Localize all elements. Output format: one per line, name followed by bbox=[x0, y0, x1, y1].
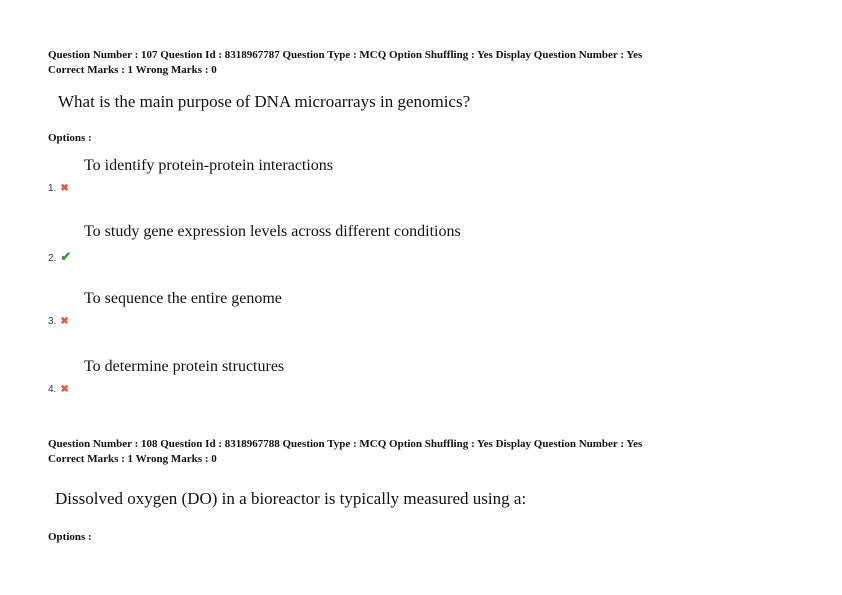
option-4-text: To determine protein structures bbox=[84, 358, 285, 375]
options-label: Options : bbox=[48, 132, 92, 144]
question-meta-line2: Correct Marks : 1 Wrong Marks : 0 bbox=[48, 453, 217, 465]
option-number-label: 2. bbox=[48, 253, 57, 264]
option-3-text: To sequence the entire genome bbox=[84, 290, 282, 307]
question-107-text: What is the main purpose of DNA microarrays in genomics? bbox=[58, 92, 471, 111]
question-meta-line1: Question Number : 107 Question Id : 8318967787 Question Type : MCQ Option Shuffling : Yes Display Question Number : Yes bbox=[48, 49, 643, 61]
options-label: Options : bbox=[48, 531, 92, 543]
option-1-text: To identify protein-protein interactions bbox=[84, 157, 334, 174]
option-2-number bbox=[48, 249, 71, 265]
option-number-label: 1. bbox=[48, 183, 57, 194]
question-meta-line2: Correct Marks : 1 Wrong Marks : 0 bbox=[48, 64, 217, 76]
wrong-answer-icon: ✖ bbox=[60, 183, 69, 194]
question-108-text: Dissolved oxygen (DO) in a bioreactor is typically measured using a: bbox=[55, 489, 527, 508]
wrong-answer-icon: ✖ bbox=[60, 384, 69, 395]
correct-answer-icon: ✔ bbox=[60, 249, 72, 264]
option-number-label: 3. bbox=[48, 316, 57, 327]
question-meta-line1: Question Number : 108 Question Id : 8318967788 Question Type : MCQ Option Shuffling : Yes Display Question Number : Yes bbox=[48, 438, 643, 450]
option-4-number bbox=[48, 384, 69, 395]
option-1-number bbox=[48, 183, 69, 194]
option-3-number bbox=[48, 316, 69, 327]
question-108-meta bbox=[48, 437, 642, 467]
option-number-label: 4. bbox=[48, 384, 57, 395]
question-107-meta bbox=[48, 48, 642, 78]
option-2-text: To study gene expression levels across different conditions bbox=[84, 223, 461, 240]
wrong-answer-icon: ✖ bbox=[60, 316, 69, 327]
